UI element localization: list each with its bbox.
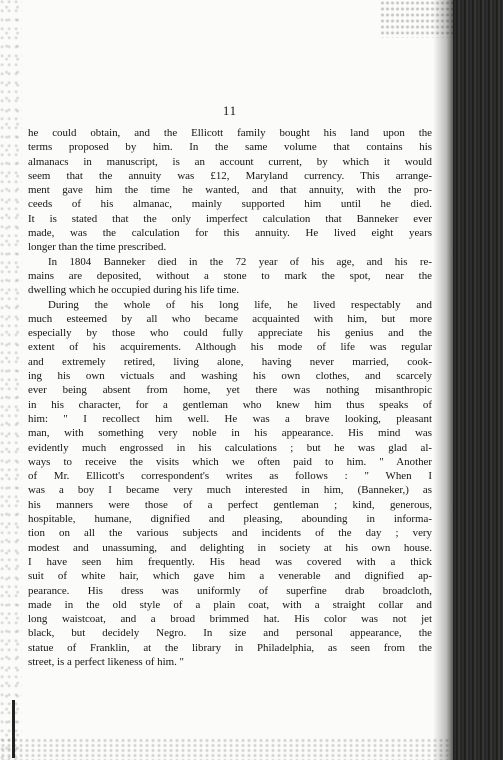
- text-line: him: " I recollect him well. He was a brave looking, pleasant: [28, 412, 432, 425]
- text-line: pearance. His dress was uniformly of superfine drab broadcloth,: [28, 584, 432, 597]
- text-line: black, but decidely Negro. In size and personal appearance, the: [28, 627, 432, 640]
- body-text: [28, 126, 432, 669]
- text-line: extent of his acquirements. Although his mode of life was regular: [28, 341, 432, 354]
- text-line: was a boy I became very much interested in him, (Banneker,) as: [28, 484, 432, 497]
- text-line: evidently much engrossed in his calculations ; but he was glad al-: [28, 441, 432, 454]
- text-line: much esteemed by all who became acquainted with him, but more: [28, 312, 432, 325]
- text-line: seem that the annuity was £12, Maryland currency. This arrange-: [28, 169, 432, 182]
- text-line: It is stated that the only imperfect calculation that Banneker ever: [28, 212, 432, 225]
- text-line: hospitable, humane, dignified and pleasing, abounding in informa-: [28, 513, 432, 526]
- text-line: almanacs in manuscript, is an account current, by which it would: [28, 155, 432, 168]
- text-line: During the whole of his long life, he lived respectably and: [48, 298, 432, 311]
- text-line: his manners were those of a perfect gentleman ; kind, generous,: [28, 498, 432, 511]
- text-line: ways to receive the visits which we often paid to him. " Another: [28, 455, 432, 468]
- text-line: man, with something very noble in his appearance. His mind was: [28, 427, 432, 440]
- page-edge-speckle: [0, 0, 22, 760]
- text-line: made in the old style of a plain coat, with a straight collar and: [28, 598, 432, 611]
- binding-shadow: [433, 0, 455, 760]
- text-line: I have seen him frequently. His head was covered with a thick: [28, 555, 432, 568]
- text-line: in his character, for a gentleman who knew him thus speaks of: [28, 398, 432, 411]
- book-binding-edge: [453, 0, 503, 760]
- text-line: suit of white hair, which gave him a venerable and dignified ap-: [28, 570, 432, 583]
- text-line: terms proposed by him. In the same volume that contains his: [28, 141, 432, 154]
- text-line: ing his own victuals and washing his own clothes, and scarcely: [28, 370, 432, 383]
- text-line: ever being absent from home, yet there was nothing misanthropic: [28, 384, 432, 397]
- text-line: modest and unassuming, and delighting in society at his own house.: [28, 541, 432, 554]
- text-line: ment gave him the time he wanted, and that annuity, with the pro-: [28, 184, 432, 197]
- text-line: he could obtain, and the Ellicott family bought his land upon the: [28, 127, 432, 139]
- text-line: In 1804 Banneker died in the 72 year of his age, and his re-: [48, 255, 432, 268]
- text-line: long waistcoat, and a broad brimmed hat. His color was not jet: [28, 613, 432, 626]
- text-line: statue of Franklin, at the library in Philadelphia, as seen from the: [28, 641, 432, 654]
- text-line: street, is a perfect likeness of him. ": [28, 655, 184, 668]
- scan-noise-bottom: [0, 738, 450, 760]
- text-line: longer than the time prescribed.: [28, 241, 167, 254]
- text-line: mains are deposited, without a stone to mark the spot, near the: [28, 269, 432, 282]
- text-line: made, was the calculation for this annuity. He lived eight years: [28, 227, 432, 240]
- text-line: of Mr. Ellicott's correspondent's writes as follows : " When I: [28, 470, 432, 483]
- text-line: tion on all the various subjects and incidents of the day ; very: [28, 527, 432, 540]
- text-line: especially by those who could fully appreciate his genius and the: [28, 327, 432, 340]
- text-line: dwelling which he occupied during his life time.: [28, 284, 240, 297]
- page-number: 11: [222, 104, 238, 118]
- text-line: ceeds of his almanac, mainly supported him until he died.: [28, 198, 432, 211]
- text-line: and extremely retired, living alone, having never married, cook-: [28, 355, 432, 368]
